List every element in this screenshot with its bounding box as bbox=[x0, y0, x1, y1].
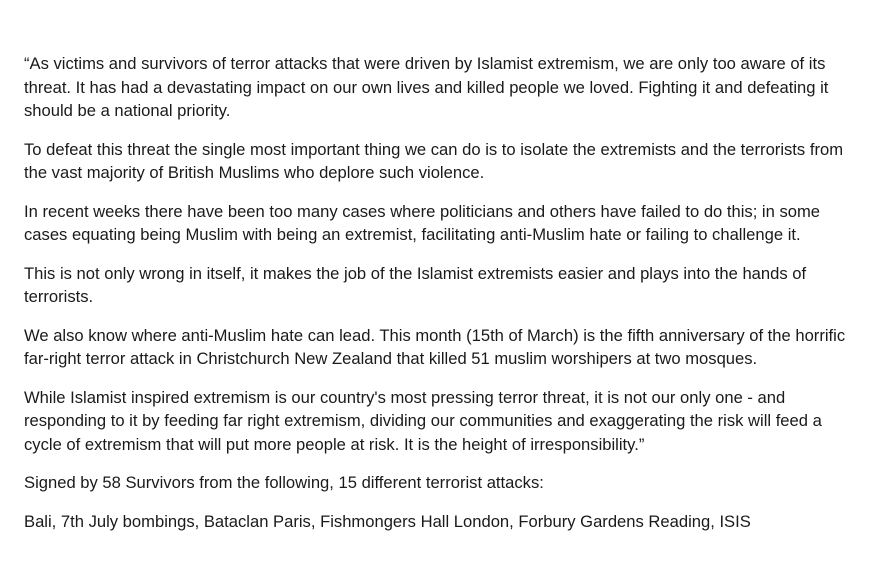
signed-line: Signed by 58 Survivors from the following, 15 different terrorist attacks: bbox=[24, 473, 544, 492]
paragraph-1: “As victims and survivors of terror attacks that were driven by Islamist extremism, we are only too aware of its threat. It has had a devastating impact on our own lives and killed people we loved. Fighting it and defeating it should be a national priority. bbox=[24, 54, 829, 120]
statement-body bbox=[24, 52, 864, 548]
paragraph-6: While Islamist inspired extremism is our country's most pressing terror threat, it is not our only one - and responding to it by feeding far right extremism, dividing our communities and exaggerating the risk will feed a cycle of extremism that will put more people at risk. It is the height of irresponsibility.” bbox=[24, 387, 822, 454]
paragraph-3: In recent weeks there have been too many cases where politicians and others have failed to do this; in some cases equating being Muslim with being an extremist, facilitating anti-Muslim hate or failing to challenge it. bbox=[24, 201, 821, 244]
paragraph-2: To defeat this threat the single most important thing we can do is to isolate the extremists and the terrorists from the vast majority of British Muslims who deplore such violence. bbox=[24, 139, 844, 182]
paragraph-4: This is not only wrong in itself, it makes the job of the Islamist extremists easier and plays into the hands of terrorists. bbox=[24, 263, 807, 306]
paragraph-5: We also know where anti-Muslim hate can lead. This month (15th of March) is the fifth anniversary of the horrific far-right terror attack in Christchurch New Zealand that killed 51 muslim worshipers at two mosques. bbox=[24, 325, 846, 368]
attacks-list: Bali, 7th July bombings, Bataclan Paris, Fishmongers Hall London, Forbury Gardens Reading, ISIS bbox=[24, 511, 751, 531]
